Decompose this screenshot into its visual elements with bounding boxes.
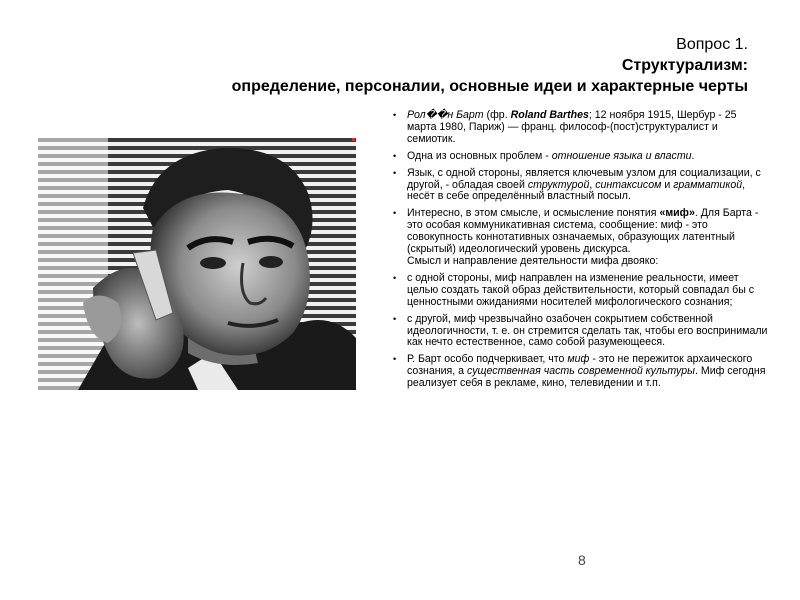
portrait-photo-icon [38,138,356,390]
title-question: Вопрос 1. [676,36,748,53]
text-span: структурой [527,178,590,191]
slide-title [68,34,748,97]
list-item [393,273,768,309]
page-number: 8 [578,552,586,568]
bullet-icon: • [393,167,397,178]
text-span: отношение языка и власти [551,149,692,162]
list-item [393,354,768,390]
list-item [393,208,768,256]
text-span: Язык, с одной стороны, является ключевым узлом для социализации, с другой, - обладая своей [407,166,761,191]
bullet-icon: • [393,150,397,161]
text-span: «миф» [659,207,695,220]
text-span: �� [425,109,448,121]
text-span: Интересно, в этом смысле, и осмысление понятия [407,207,660,220]
bullet-icon: • [393,208,397,219]
list-item [393,256,768,268]
text-span: . Для Барта - это особая коммуникативная система, сообщение: миф - это совокупность коннотативных означаемых, образующих латентный (скрытый) идеологический уровень дискурса. [407,207,759,256]
bullet-list [393,110,768,395]
text-span: (фр. [483,109,511,121]
text-span: с другой, миф чрезвычайно озабочен сокрытием собственной идеологичности, т. е. он стремится сделать так, чтобы его воспринимали как нечто естественное, само собой разумеющееся. [407,312,768,349]
text-span: Рол [407,109,426,121]
text-span: , [589,178,596,191]
text-span: Одна из основных проблем - [407,149,552,162]
portrait-photo [38,138,356,390]
text-span: грамматикой [673,178,743,191]
text-span: . [691,149,695,162]
text-span: существенная часть современной культуры [467,365,695,378]
list-item [393,151,768,163]
title-topic: Структурализм: [621,57,748,74]
bullet-icon: • [393,354,397,365]
text-span: . Миф сегодня реализует себя в рекламе, кино, телевидении и т.п. [407,365,766,390]
title-subtitle: определение, персоналии, основные идеи и характерные черты [231,78,748,95]
text-span: с одной стороны, миф направлен на изменение реальности, имеет целью создать такой образ действительности, который совпадал бы с ценностными ожиданиями носителей мифологического сознания; [407,271,755,308]
text-span: н Барт [447,109,484,121]
text-span: , несёт в себе определённый властный посыл. [407,178,746,203]
text-span: Смысл и направление деятельности мифа двояко: [407,254,659,267]
text-span: синтаксисом [595,178,662,191]
list-item [393,110,768,146]
decorative-mark [352,138,355,141]
text-span: ; 12 ноября 1915, Шербур - 25 марта 1980, Париж) — франц. философ-(пост)структуралист и семиотик. [407,109,737,145]
text-span: миф [567,353,590,366]
text-span: Roland Barthes [510,109,589,121]
text-span: и [661,178,674,191]
list-item [393,314,768,350]
bullet-icon: • [393,110,397,120]
text-span: - это не пережиток архаического сознания, а [407,353,753,378]
text-span: Р. Барт особо подчеркивает, что [407,353,568,366]
bullet-icon: • [393,272,397,283]
list-item [393,168,768,204]
bullet-icon: • [393,313,397,324]
